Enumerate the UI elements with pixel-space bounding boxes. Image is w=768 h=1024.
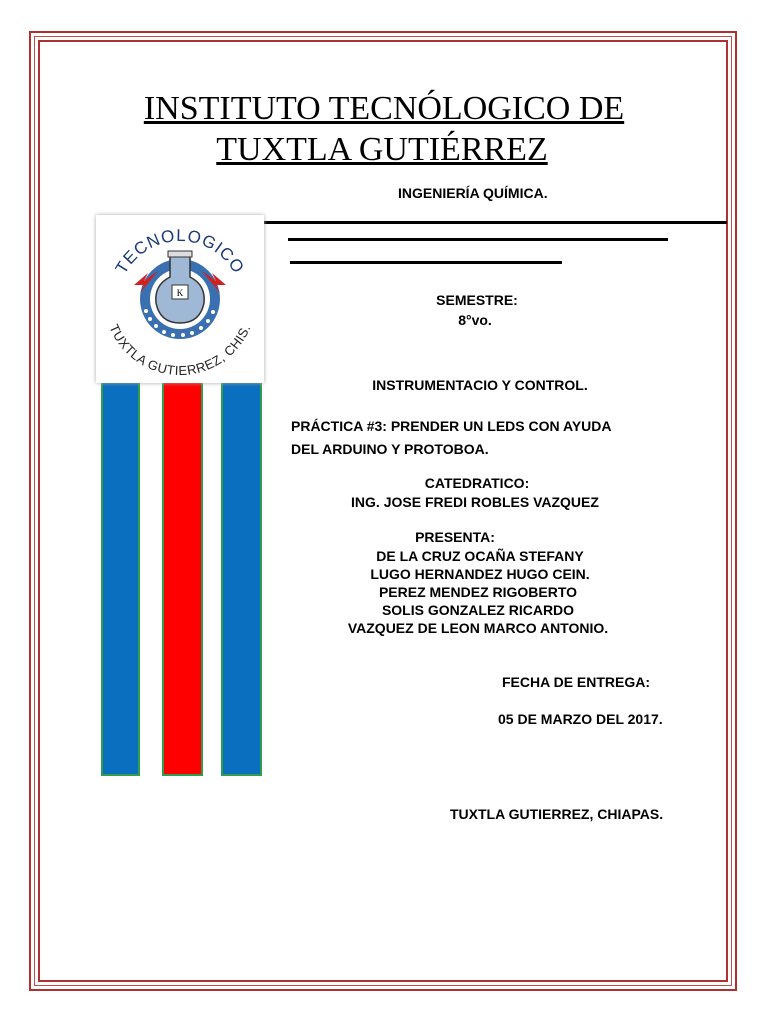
- blue-bar-left: [101, 378, 140, 776]
- location: TUXTLA GUTIERREZ, CHIAPAS.: [450, 806, 664, 822]
- career-name: INGENIERÍA QUÍMICA.: [398, 185, 548, 201]
- practice-title-line1: PRÁCTICA #3: PRENDER UN LEDS CON AYUDA: [291, 418, 612, 434]
- student-name: DE LA CRUZ OCAÑA STEFANY: [376, 548, 584, 564]
- delivery-date: 05 DE MARZO DEL 2017.: [498, 711, 663, 727]
- logo-bottom-text: TUXTLA GUTIERREZ, CHIS.: [106, 321, 254, 379]
- institute-title-line1: INSTITUTO TECNÓLOGICO DE: [143, 90, 625, 127]
- svg-text:K: K: [176, 288, 184, 298]
- logo-top-text: TECNOLOGICO: [111, 225, 249, 278]
- student-name: LUGO HERNANDEZ HUGO CEIN.: [370, 566, 590, 582]
- institute-logo-emblem-icon: [96, 215, 264, 383]
- teacher-label: CATEDRATICO:: [424, 475, 530, 491]
- semester-value: 8°vo.: [458, 312, 492, 328]
- red-bar-center: [162, 378, 203, 776]
- student-name: VAZQUEZ DE LEON MARCO ANTONIO.: [347, 620, 609, 636]
- subject-name: INSTRUMENTACIO Y CONTROL.: [372, 377, 588, 393]
- student-name: PEREZ MENDEZ RIGOBERTO: [378, 584, 578, 600]
- semester-label: SEMESTRE:: [436, 292, 518, 308]
- delivery-date-label: FECHA DE ENTREGA:: [502, 674, 651, 690]
- institute-logo: [96, 215, 264, 383]
- institute-title-line2: TUXTLA GUTIÉRREZ: [216, 131, 548, 168]
- student-name: SOLIS GONZALEZ RICARDO: [381, 602, 575, 618]
- blue-bar-right: [221, 378, 262, 776]
- presents-label: PRESENTA:: [415, 529, 495, 545]
- divider-line-3: [290, 261, 562, 264]
- page-border-inner: [38, 40, 728, 982]
- divider-line-1: [262, 221, 727, 224]
- teacher-name: ING. JOSE FREDI ROBLES VAZQUEZ: [351, 494, 599, 510]
- divider-line-2: [288, 238, 668, 241]
- practice-title-line2: DEL ARDUINO Y PROTOBOA.: [291, 441, 489, 457]
